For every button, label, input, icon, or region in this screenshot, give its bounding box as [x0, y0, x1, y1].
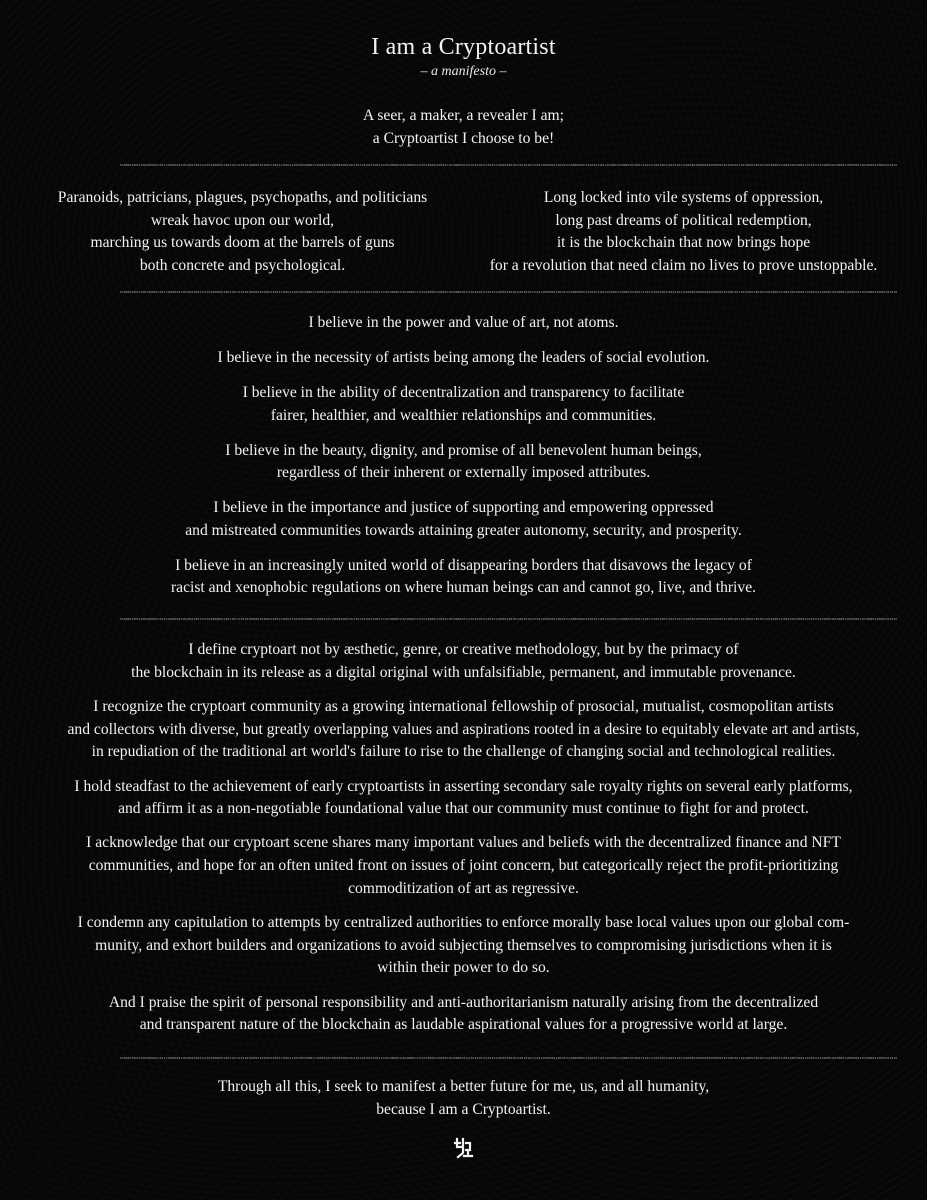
belief-statement: I believe in the beauty, dignity, and promise of all benevolent human beings, regardless of their inherent or externally imposed attributes.	[225, 441, 702, 481]
definition-statement: I recognize the cryptoart community as a growing international fellowship of prosocial, mutualist, cosmopolitan artists and collectors with diverse, but greatly overlapping values and aspirations rooted in a desire to equitably elevate art and artists, in repudiation of the traditional art world's failure to rise to the challenge of changing social and technological realities.	[67, 697, 860, 761]
right-column-verse: Long locked into vile systems of oppression, long past dreams of political redemption, it is the blockchain that now brings hope for a revolution that need claim no lives to prove unstoppable.	[489, 189, 878, 274]
binary-divider: 0100001001110010000110111100001011010011001111011000001100110111011010000110100110101110011110100100001110001101100001000101101110101110011110100000110100001111011000011001011010000101110110101110101110001100101101101011101110000011001011100000001101010110111010011100001010011110111010100110101101110010010000010100001010100101110100011001011010100111001100100011101011110100010100001100001011010000110001011010	[120, 163, 898, 167]
page-title: I am a Cryptoartist	[371, 34, 556, 60]
belief-statement: I believe in the necessity of artists being among the leaders of social evolution.	[217, 349, 710, 366]
definition-statement: I acknowledge that our cryptoart scene shares many important values and beliefs with the decentralized finance and NFT communities, and hope for an often united front on issues of joint concern, but categorically reject the profit-prioritizing commoditization of art as regressive.	[86, 834, 841, 897]
definition-statement: And I praise the spirit of personal responsibility and anti-authoritarianism naturally arising from the decentralized and transparent nature of the blockchain as laudable aspirational values for a progressive world at large.	[108, 993, 819, 1034]
beliefs-section	[20, 312, 907, 612]
belief-statement: I believe in the ability of decentralization and transparency to facilitate fairer, healthier, and wealthier relationships and communities.	[242, 384, 685, 424]
definition-statement: I define cryptoart not by æsthetic, genre, or creative methodology, but by the primacy of the blockchain in its release as a digital original with unfalsifiable, permanent, and immutable provenance.	[131, 641, 796, 681]
closing-verse: Through all this, I seek to manifest a better future for me, us, and all humanity, because I am a Cryptoartist.	[217, 1078, 710, 1118]
two-column-verse	[20, 187, 907, 277]
left-column-verse: Paranoids, patricians, plagues, psychopaths, and politicians wreak havoc upon our world, marching us towards doom at the barrels of guns both concrete and psychological.	[57, 189, 428, 274]
definitions-section	[20, 639, 907, 1049]
belief-statement: I believe in the power and value of art, not atoms.	[308, 314, 619, 331]
binary-divider: 0100001001110010000110111100001011010011001111011000001100110111011010000110100110101110011110100100001110001101100001000101101110101110011110100000110100001111011000011001011010000101110110101110101110001100101101101011101110000011001011100000001101010110111010011100001010011110111010100110101101110010010000010100001010100101110100011001011010100111001100100011101011110100010100001100001011010000110001011010	[120, 290, 898, 294]
page-subtitle: – a manifesto –	[420, 64, 507, 79]
belief-statement: I believe in an increasingly united world of disappearing borders that disavows the legacy of racist and xenophobic regulations on where human beings can and cannot go, live, and thrive.	[170, 556, 757, 596]
belief-statement: I believe in the importance and justice of supporting and empowering oppressed and mistreated communities towards attaining greater autonomy, security, and prosperity.	[185, 499, 742, 539]
definition-statement: I hold steadfast to the achievement of early cryptoartists in asserting secondary sale royalty rights on several early platforms, and affirm it as a non-negotiable foundational value that our community must continue to fight for and protect.	[74, 777, 853, 818]
intro-verse	[20, 105, 907, 150]
definition-statement: I condemn any capitulation to attempts by centralized authorities to enforce morally base local values upon our global com- munity, and exhort builders and organizations to avoid subjecting themselves to compromising jurisdictions when it is within their power to do so.	[77, 914, 850, 977]
binary-divider: 0100001001110010000110111100001011010011001111011000001100110111011010000110100110101110011110100100001110001101100001000101101110101110011110100000110100001111011000011001011010000101110110101110101110001100101101101011101110000011001011100000001101010110111010011100001010011110111010100110101101110010010000010100001010100101110100011001011010100111001100100011101011110100010100001100001011010000110001011010	[120, 617, 898, 621]
signature-glyph-icon	[449, 1134, 477, 1160]
binary-divider: 0100001001110010000110111100001011010011001111011000001100110111011010000110100110101110011110100100001110001101100001000101101110101110011110100000110100001111011000011001011010000101110110101110101110001100101101101011101110000011001011100000001101010110111010011100001010011110111010100110101101110010010000010100001010100101110100011001011010100111001100100011101011110100010100001100001011010000110001011010	[120, 1056, 898, 1060]
intro-text: A seer, a maker, a revealer I am; a Cryptoartist I choose to be!	[363, 107, 564, 147]
